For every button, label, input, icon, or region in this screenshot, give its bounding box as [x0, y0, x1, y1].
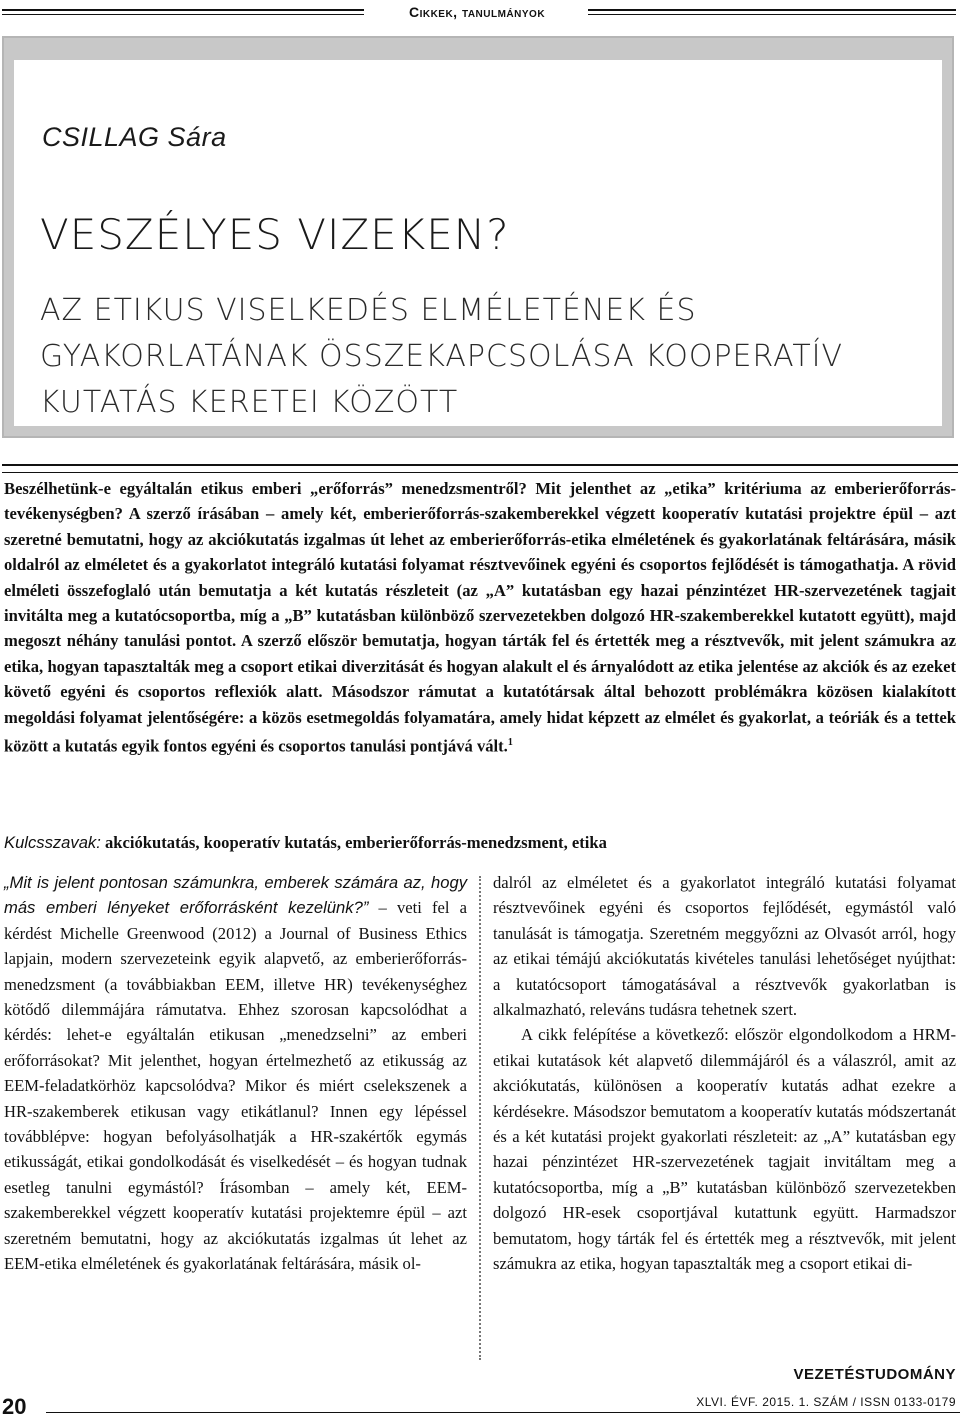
- body-column-left: [4, 870, 467, 1277]
- body-column-right: [493, 870, 956, 1277]
- page-number: 20: [2, 1394, 27, 1419]
- abstract: [4, 476, 956, 759]
- abstract-text: Beszélhetünk-e egyáltalán etikus emberi „erőforrás” menedzsmentről? Mit jelenthet az „etika” kritériuma az emberierőforrás-tevékenységben? A szerző írásában – amely két, emberierőforrás-szakemberekkel végzett kooperatív kutatási projektre épül – azt szeretné bemutatni, hogy az akciókutatás izgalmas út lehet az emberierőforrás-etika elméletének és gyakorlatának feltárására, másik oldalról az elméletet és a gyakorlatot integráló kutatási folyamat résztvevőinek egyéni és csoportos fejlődését is támogathatja. A rövid elméleti összefoglaló után bemutatja a két kutatás részleteit (az „A” kutatásban egy hazai pénzintézet HR-szervezetének tagjait invitálta meg a kutatócsoportba, míg a „B” kutatásban különböző szervezetekben dolgozó HR-szakemberekkel kutatott együtt), majd megoszt néhány tanulási pontot. A szerző először bemutatja, hogyan tárták fel és értették meg a résztvevők, mit jelent számukra az etika, hogyan tapasztalták meg a csoport etikai diverzitását és hogyan alakult el és árnyalódott az etika jelentése az akciók és az ezeket követő egyéni és csoportos reflexiók alatt. Másodszor rámutat a kutatótársak által behozott problémákra közösen kialakított megoldási folyamat jelentőségére: a közös esetmegoldás folyamatára, amely hidat képzett az elmélet és gyakorlat, a teóriák és a tettek között a kutatás egyik fontos egyéni és csoportos tanulási pontjává vált.: [4, 479, 956, 756]
- body-paragraph: [4, 870, 467, 1277]
- author-name: CSILLAG Sára: [42, 122, 227, 152]
- subtitle-line: GYAKORLATÁNAK ÖSSZEKAPCSOLÁSA KOOPERATÍV: [40, 339, 844, 374]
- journal-name: VEZETÉSTUDOMÁNY: [793, 1366, 956, 1383]
- journal-issue: XLVI. ÉVF. 2015. 1. SZÁM / ISSN 0133-0179: [696, 1395, 956, 1409]
- abstract-rule: [2, 464, 958, 473]
- header-rule-right: [588, 9, 956, 15]
- article-title: VESZÉLYES VIZEKEN?: [40, 210, 510, 259]
- header-rule-left: [2, 9, 364, 15]
- article-subtitle: [40, 288, 920, 426]
- section-label: Cikkek, tanulmányok: [408, 4, 546, 20]
- footnote-mark[interactable]: 1: [507, 737, 513, 749]
- column-divider: [479, 876, 481, 1360]
- body-paragraph: A cikk felépítése a következő: először elgondolkodom a HRM-etikai kutatások két alapvető dilemmájáról és a válaszról, amit az akciókutatás, különösen a kooperatív kutatás adhat ezekre a kérdésekre. Másodszor bemutatom a kooperatív kutatás módszertanát és a két kutatási projekt gyakorlati részleteit: az „A” kutatásban egy hazai pénzintézet HR-szervezetének tagjait invitáltam meg a kutatócsoportba, míg a „B” kutatásban különböző szervezetekben dolgozó HR-esek csoportjával kutattunk együtt. Harmadszor bemutatom, hogy tárták fel és értették meg a résztvevők, mit jelent számukra az etika, hogyan tapasztalták meg a csoport etikai di-: [493, 1025, 956, 1274]
- keywords-list: akciókutatás, kooperatív kutatás, emberierőforrás-menedzsment, etika: [105, 833, 607, 852]
- title-box: [2, 36, 954, 438]
- section-header: [0, 2, 960, 24]
- keywords: [4, 830, 956, 855]
- subtitle-line: KUTATÁS KERETEI KÖZÖTT: [40, 385, 459, 420]
- opening-quote: „Mit is jelent pontosan számunkra, emberek számára az, hogy más emberi lényeket erőforrásként kezelünk?”: [4, 873, 467, 918]
- left-column-text: – veti fel a kérdést Michelle Greenwood (2012) a Journal of Business Ethics lapjain, modern szervezeteink egyik alapvető, az emberierőforrás-menedzsment (a továbbiakban EEM, illetve HR) tevékenységhez kötődő dilemmájára rámutatva. Ehhez szorosan kapcsolódhat a kérdés: lehet-e egyáltalán etikusan „menedzselni” az emberi erőforrásokat? Mit jelenthet, hogyan értelmezhető az etikusság az EEM-feladatkörhöz kapcsolódva? Mikor és miért cselekszenek a HR-szakemberek etikusan vagy etikátlanul? Innen egy lépéssel továbblépve: hogyan befolyásolhatják a HR-szakértők egymás etikusságát, etikai gondolkodását és viselkedését – és hogyan tudnak esetleg tanulni egymástól? Írásomban – amely két, EEM-szakemberekkel végzett kooperatív kutatási projektemre épül – azt szeretném bemutatni, hogy az akciókutatás izgalmas út lehet az EEM-etika elméletének és gyakorlatának feltárására, másik ol-: [4, 898, 467, 1274]
- title-inner: [14, 60, 942, 426]
- subtitle-line: AZ ETIKUS VISELKEDÉS ELMÉLETÉNEK ÉS: [40, 293, 697, 328]
- footer-rule: [46, 1412, 960, 1413]
- body-paragraph: dalról az elméletet és a gyakorlatot integráló kutatási folyamat résztvevőinek egyéni és csoportos fejlődését, egymástól való tanulását is támogatja. Szeretném meggyőzni az Olvasót arról, hogy az etikai témájú akciókutatás kivételes tanulási lehetőséget nyújthat: a kutatócsoport támogatásával a résztvevők gyakorlatban is alkalmazható, releváns tudásra tehetnek szert.: [493, 873, 956, 1020]
- keywords-label: Kulcsszavak:: [4, 833, 101, 852]
